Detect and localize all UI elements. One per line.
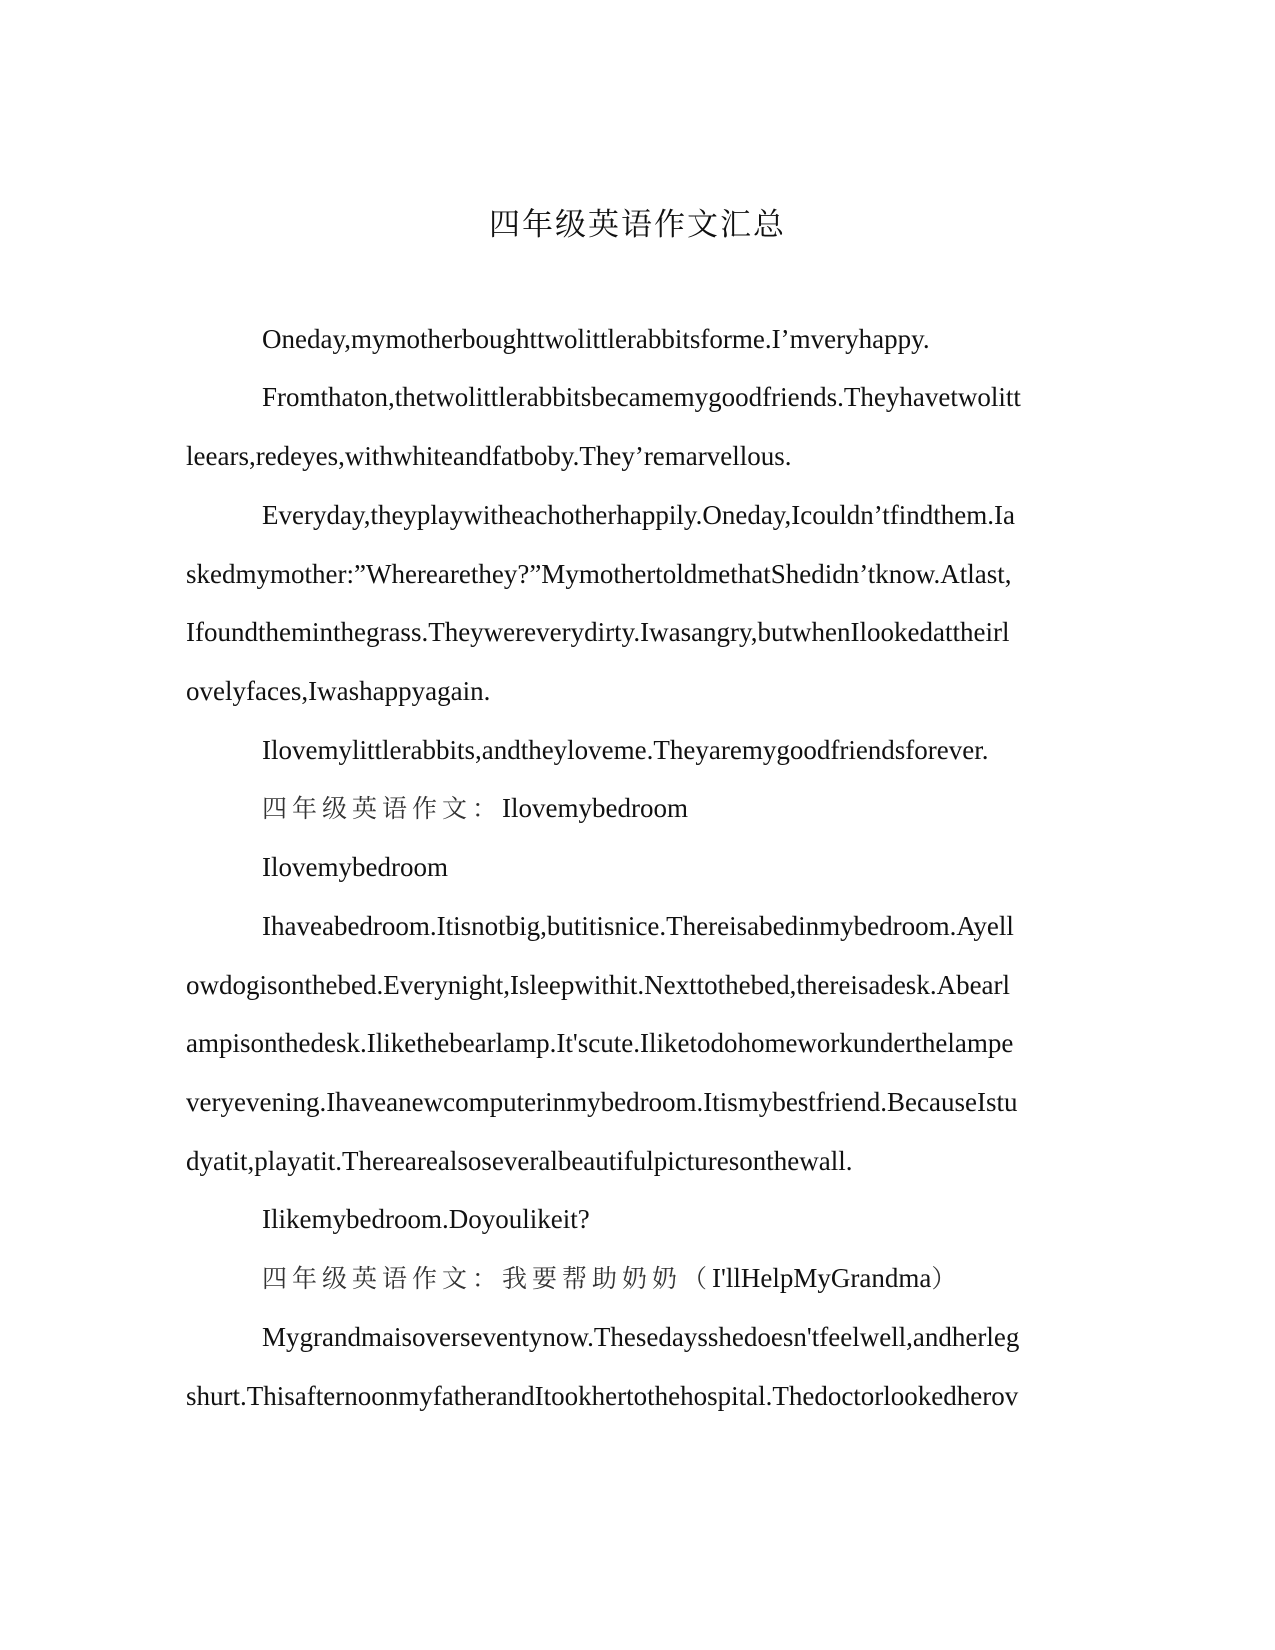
paragraph-line: Oneday,mymotherboughttwolittlerabbitsforme.I’mveryhappy. — [262, 324, 930, 354]
heading-cjk-text: 四年级英语作文：我要帮助奶奶（ — [262, 1264, 713, 1293]
heading-latin-text: Ilovemybedroom — [502, 793, 688, 823]
paragraph-line: Ilovemylittlerabbits,andtheyloveme.Theyaremygoodfriendsforever. — [262, 735, 989, 765]
paragraph-line: Ilikemybedroom.Doyoulikeit? — [262, 1204, 590, 1234]
paragraph-line: veryevening.Ihaveanewcomputerinmybedroom.Itismybestfriend.BecauseIstu — [186, 1087, 1018, 1117]
essay-title-line: Ilovemybedroom — [262, 852, 448, 882]
paragraph-line: Fromthaton,thetwolittlerabbitsbecamemygoodfriends.Theyhavetwolitt — [262, 382, 1021, 412]
paragraph-line: ovelyfaces,Iwashappyagain. — [186, 676, 491, 706]
section-heading — [262, 1265, 961, 1292]
paragraph-line: Everyday,theyplaywitheachotherhappily.Oneday,Icouldn’tfindthem.Ia — [262, 500, 1015, 530]
document-title: 四年级英语作文汇总 — [489, 207, 786, 243]
section-heading — [262, 795, 688, 822]
paragraph-line: leears,redeyes,withwhiteandfatboby.They’remarvellous. — [186, 441, 792, 471]
paragraph-line: Mygrandmaisoverseventynow.Thesedaysshedoesn'tfeelwell,andherleg — [262, 1322, 1020, 1352]
paragraph-line: ampisonthedesk.Ilikethebearlamp.It'scute.Iliketodohomeworkunderthelampe — [186, 1028, 1014, 1058]
paragraph-line: Ihaveabedroom.Itisnotbig,butitisnice.Thereisabedinmybedroom.Ayell — [262, 911, 1014, 941]
paragraph-line: owdogisonthebed.Everynight,Isleepwithit.Nexttothebed,thereisadesk.Abearl — [186, 970, 1011, 1000]
paragraph-line: Ifoundtheminthegrass.Theywereverydirty.Iwasangry,butwhenIlookedattheirl — [186, 617, 1010, 647]
paragraph-line: dyatit,playatit.Therearealsoseveralbeautifulpicturesonthewall. — [186, 1146, 853, 1176]
heading-cjk-text: 四年级英语作文： — [262, 794, 503, 823]
heading-latin-text: I'llHelpMyGrandma — [712, 1263, 932, 1293]
paragraph-line: skedmymother:”Wherearethey?”MymothertoldmethatShedidn’tknow.Atlast, — [186, 559, 1012, 589]
heading-close-paren: ） — [931, 1264, 962, 1293]
paragraph-line: shurt.ThisafternoonmyfatherandItookhertothehospital.Thedoctorlookedherov — [186, 1381, 1019, 1411]
